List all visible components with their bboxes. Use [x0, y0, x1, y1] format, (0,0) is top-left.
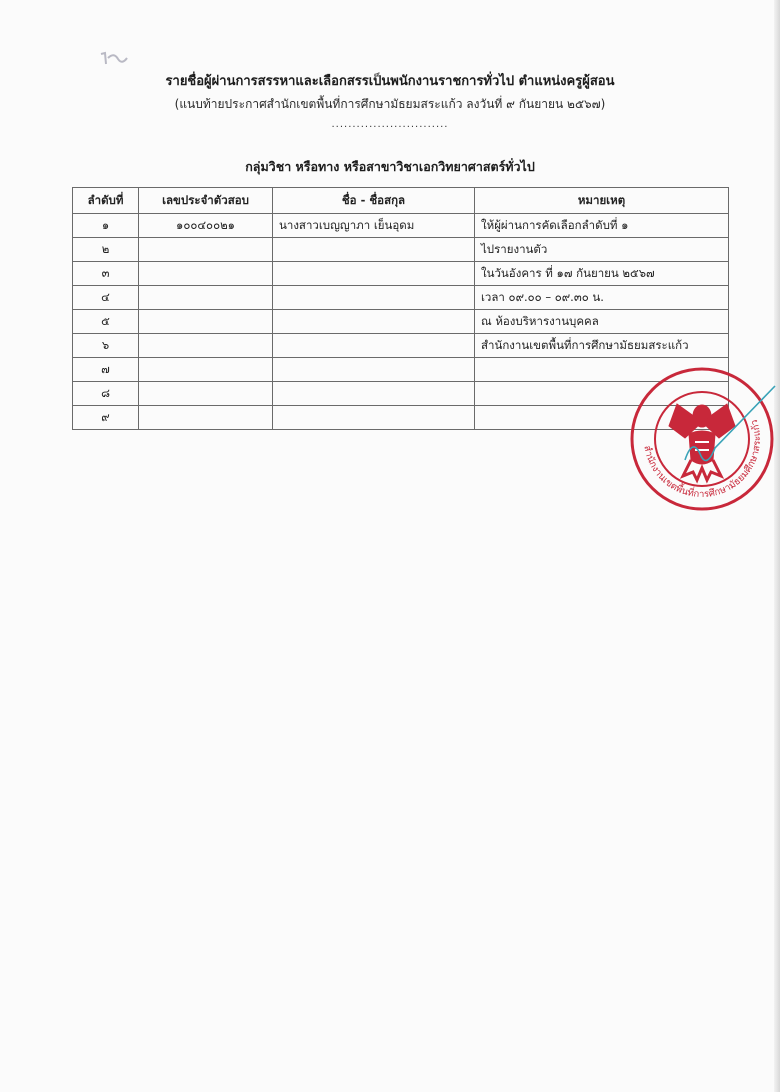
cell-exam-id	[139, 406, 273, 430]
subject-group-heading: กลุ่มวิชา หรือทาง หรือสาขาวิชาเอกวิทยาศาสตร์ทั่วไป	[245, 159, 535, 174]
official-seal-icon	[627, 364, 777, 514]
table-header-row	[73, 188, 729, 214]
cell-exam-id	[139, 310, 273, 334]
cell-note: เวลา ๐๙.๐๐ – ๐๙.๓๐ น.	[475, 286, 729, 310]
table-row	[73, 286, 729, 310]
document-title: รายชื่อผู้ผ่านการสรรหาและเลือกสรรเป็นพนักงานราชการทั่วไป ตำแหน่งครูผู้สอน	[165, 74, 615, 89]
cell-name	[273, 406, 475, 430]
cell-order: ๔	[73, 286, 139, 310]
cell-name	[273, 358, 475, 382]
column-header-name: ชื่อ - ชื่อสกุล	[273, 188, 475, 214]
cell-name	[273, 262, 475, 286]
cell-order: ๘	[73, 382, 139, 406]
cell-name	[273, 382, 475, 406]
cell-order: ๒	[73, 238, 139, 262]
column-header-note: หมายเหตุ	[475, 188, 729, 214]
column-header-order: ลำดับที่	[73, 188, 139, 214]
cell-note: ไปรายงานตัว	[475, 238, 729, 262]
cell-name	[273, 310, 475, 334]
cell-name	[273, 286, 475, 310]
table-row	[73, 214, 729, 238]
cell-exam-id	[139, 238, 273, 262]
cell-order: ๑	[73, 214, 139, 238]
garuda-emblem-icon	[669, 404, 735, 480]
cell-exam-id	[139, 286, 273, 310]
seal-ring-text: สำนักงานเขตพื้นที่การศึกษามัธยมศึกษาสระแก้ว	[641, 418, 764, 501]
cell-exam-id	[139, 334, 273, 358]
cell-exam-id: ๑๐๐๔๐๐๒๑	[139, 214, 273, 238]
table-row	[73, 238, 729, 262]
column-header-exam-id: เลขประจำตัวสอบ	[139, 188, 273, 214]
cell-order: ๖	[73, 334, 139, 358]
cell-order: ๓	[73, 262, 139, 286]
cell-note: ให้ผู้ผ่านการคัดเลือกลำดับที่ ๑	[475, 214, 729, 238]
table-row	[73, 262, 729, 286]
cell-name	[273, 334, 475, 358]
scan-mark-icon	[98, 50, 130, 68]
cell-name: นางสาวเบญญาภา เย็นอุดม	[273, 214, 475, 238]
cell-note: ในวันอังคาร ที่ ๑๗ กันยายน ๒๕๖๗	[475, 262, 729, 286]
cell-note: สำนักงานเขตพื้นที่การศึกษามัธยมสระแก้ว	[475, 334, 729, 358]
cell-exam-id	[139, 358, 273, 382]
cell-order: ๗	[73, 358, 139, 382]
cell-name	[273, 238, 475, 262]
table-row	[73, 310, 729, 334]
cell-order: ๙	[73, 406, 139, 430]
separator-dots: ............................	[331, 119, 449, 130]
document-subtitle: (แนบท้ายประกาศสำนักเขตพื้นที่การศึกษามัธยมสระแก้ว ลงวันที่ ๙ กันยายน ๒๕๖๗)	[174, 97, 606, 111]
cell-note: ณ ห้องบริหารงานบุคคล	[475, 310, 729, 334]
cell-exam-id	[139, 262, 273, 286]
cell-exam-id	[139, 382, 273, 406]
cell-order: ๕	[73, 310, 139, 334]
table-row	[73, 334, 729, 358]
